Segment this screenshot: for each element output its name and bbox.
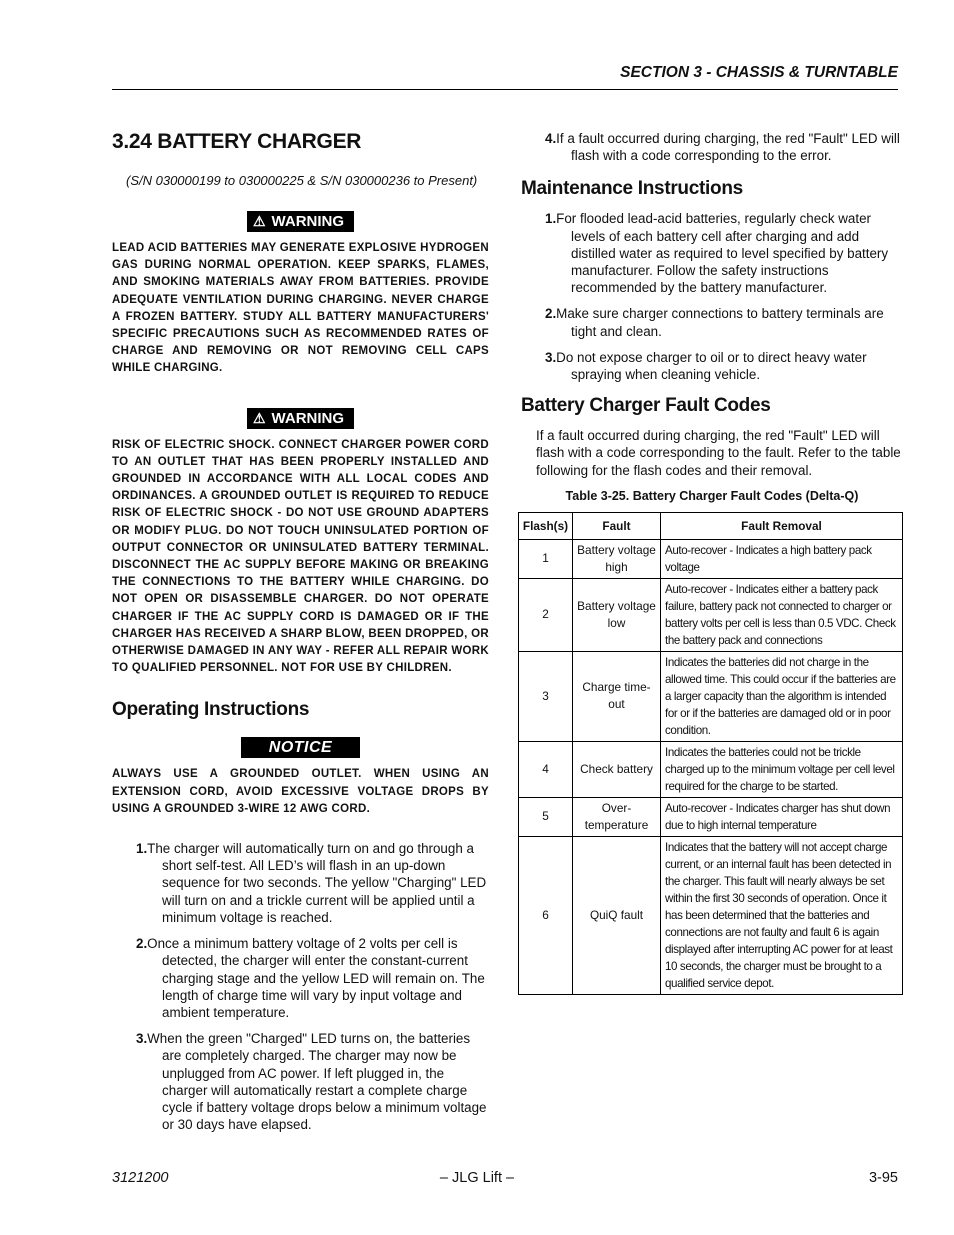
notice-badge-row bbox=[112, 737, 489, 758]
flash-count-cell: 3 bbox=[519, 651, 573, 741]
warning-badge bbox=[247, 408, 354, 429]
flash-count-cell: 6 bbox=[519, 836, 573, 994]
maintenance-heading: Maintenance Instructions bbox=[521, 178, 743, 200]
column-header: Fault Removal bbox=[661, 512, 903, 539]
warning-badge-row bbox=[112, 408, 489, 429]
table-row bbox=[519, 741, 903, 797]
warning-label: WARNING bbox=[271, 213, 345, 230]
table-row bbox=[519, 836, 903, 994]
flash-count-cell: 4 bbox=[519, 741, 573, 797]
footer-brand: – JLG Lift – bbox=[439, 1170, 515, 1186]
warning-hydrogen-text: LEAD ACID BATTERIES MAY GENERATE EXPLOSIVE HYDROGEN GAS DURING NORMAL OPERATION. KEEP SPARKS, FLAMES, AND SMOKING MATERIALS AWAY FROM BATTERIES. PROVIDE ADEQUATE VENTILATION DURING CHARGING. NEVER CHARGE A FROZEN BATTERY. STUDY ALL BATTERY MANUFACTURERS' SPECIFIC PRECAUTIONS SUCH AS RECOMMENDED RATES OF CHARGE AND REMOVING OR NOT REMOVING CELL CAPS WHILE CHARGING. bbox=[112, 242, 489, 375]
warning-triangle-icon: ⚠ bbox=[252, 213, 266, 229]
list-item: 1.For flooded lead-acid batteries, regularly check water levels of each battery cell after charging and add distilled water as required to level specified by battery manufacturer. Follow the safety instructions recommended by the battery manufacturer. bbox=[545, 211, 889, 296]
right-column bbox=[521, 130, 903, 995]
list-item: 2.Once a minimum battery voltage of 2 volts per cell is detected, the charger will enter the constant-current charging stage and the yellow LED will remain on. The length of charge time will vary by input voltage and ambient temperature. bbox=[136, 936, 485, 1020]
column-header: Flash(s) bbox=[519, 512, 573, 539]
fault-codes-heading: Battery Charger Fault Codes bbox=[521, 395, 771, 417]
list-item: 3.When the green "Charged" LED turns on, the batteries are completely charged. The charger may now be unplugged from AC power. If left plugged in, the charger will automatically restart a complete charge cycle if battery voltage drops below a minimum voltage or 30 days have elapsed. bbox=[136, 1031, 487, 1133]
doc-number: 3121200 bbox=[112, 1170, 169, 1186]
column-header: Fault bbox=[573, 512, 661, 539]
maintenance-steps bbox=[521, 210, 903, 383]
warning-badge-row bbox=[112, 211, 489, 232]
fault-removal-cell: Indicates the batteries could not be trickle charged up to the minimum voltage per cell level required for the charge to be started. bbox=[661, 741, 903, 797]
flash-count-cell: 2 bbox=[519, 578, 573, 651]
list-item: 2.Make sure charger connections to battery terminals are tight and clean. bbox=[545, 306, 884, 339]
fault-cell: Battery voltage high bbox=[573, 539, 661, 578]
table-header-row bbox=[519, 512, 903, 539]
fault-cell: Over-temperature bbox=[573, 797, 661, 836]
fault-removal-cell: Auto-recover - Indicates charger has shut down due to high internal temperature bbox=[661, 797, 903, 836]
table-row bbox=[519, 578, 903, 651]
fault-codes-intro: If a fault occurred during charging, the red "Fault" LED will flash with a code corresponding to the fault. Refer to the table following for the flash codes and their removal. bbox=[536, 428, 901, 478]
list-item: 4.If a fault occurred during charging, the red "Fault" LED will flash with a code corresponding to the error. bbox=[545, 131, 900, 164]
section-header: SECTION 3 - CHASSIS & TURNTABLE bbox=[112, 64, 898, 90]
list-item: 1.The charger will automatically turn on and go through a short self-test. All LED’s will flash in an up-down sequence for two seconds. The yellow "Charging" LED will turn on and a trickle current will be applied until a minimum voltage is reached. bbox=[136, 841, 487, 925]
serial-range: (S/N 030000199 to 030000225 & S/N 030000236 to Present) bbox=[126, 173, 478, 188]
table-row bbox=[519, 651, 903, 741]
flash-count-cell: 1 bbox=[519, 539, 573, 578]
page-number: 3-95 bbox=[868, 1170, 898, 1186]
table-row bbox=[519, 539, 903, 578]
fault-removal-cell: Indicates the batteries did not charge in the allowed time. This could occur if the batteries are a larger capacity than the algorithm is intended for or if the batteries are damaged old or in poor condition. bbox=[661, 651, 903, 741]
fault-removal-cell: Indicates that the battery will not accept charge current, or an internal fault has been detected in the charger. This fault will nearly always be set within the first 30 seconds of operation. Once it has been determined that the batteries and connections are not faulty and fault 6 is again displayed after interrupting AC power for at least 10 seconds, the charger must be brought to a qualified service depot. bbox=[661, 836, 903, 994]
flash-count-cell: 5 bbox=[519, 797, 573, 836]
warning-triangle-icon: ⚠ bbox=[252, 409, 266, 426]
operating-steps bbox=[112, 840, 489, 1133]
table-row bbox=[519, 797, 903, 836]
operating-steps-continued bbox=[521, 130, 903, 164]
notice-badge: NOTICE bbox=[241, 737, 360, 758]
fault-cell: Check battery bbox=[573, 741, 661, 797]
list-item: 3.Do not expose charger to oil or to direct heavy water spraying when cleaning vehicle. bbox=[545, 349, 867, 383]
fault-cell: Charge time-out bbox=[573, 651, 661, 741]
fault-codes-table bbox=[518, 512, 903, 995]
fault-removal-cell: Auto-recover - Indicates a high battery pack voltage bbox=[661, 539, 903, 578]
operating-instructions-heading: Operating Instructions bbox=[112, 699, 310, 721]
section-title: 3.24 BATTERY CHARGER bbox=[112, 130, 362, 153]
notice-text: ALWAYS USE A GROUNDED OUTLET. WHEN USING AN EXTENSION CORD, AVOID EXCESSIVE VOLTAGE DROPS BY USING A GROUNDED 3-WIRE 12 AWG CORD. bbox=[112, 768, 489, 815]
warning-badge bbox=[247, 211, 354, 232]
left-column bbox=[112, 130, 489, 1142]
table-caption: Table 3-25. Battery Charger Fault Codes (Delta-Q) bbox=[565, 488, 859, 503]
fault-cell: Battery voltage low bbox=[573, 578, 661, 651]
warning-shock-text: RISK OF ELECTRIC SHOCK. CONNECT CHARGER POWER CORD TO AN OUTLET THAT HAS BEEN PROPERLY INSTALLED AND GROUNDED IN ACCORDANCE WITH ALL LOCAL CODES AND ORDINANCES. A GROUNDED OUTLET IS REQUIRED TO REDUCE RISK OF ELECTRIC SHOCK - DO NOT USE GROUND ADAPTERS OR MODIFY PLUG. DO NOT TOUCH UNINSULATED PORTION OF OUTPUT CONNECTOR OR UNINSULATED BATTERY TERMINAL. DISCONNECT THE AC SUPPLY BEFORE MAKING OR BREAKING THE CONNECTIONS TO THE BATTERY WHILE CHARGING. DO NOT OPEN OR DISASSEMBLE CHARGER. DO NOT OPERATE CHARGER IF THE AC SUPPLY CORD IS DAMAGED OR IF THE CHARGER HAS RECEIVED A SHARP BLOW, BEEN DROPPED, OR OTHERWISE DAMAGED IN ANY WAY - REFER ALL REPAIR WORK TO QUALIFIED PERSONNEL. NOT FOR USE BY CHILDREN. bbox=[112, 438, 489, 675]
warning-label: WARNING bbox=[271, 409, 345, 427]
fault-cell: QuiQ fault bbox=[573, 836, 661, 994]
fault-removal-cell: Auto-recover - Indicates either a battery pack failure, battery pack not connected to charger or battery volts per cell is less than 0.5 VDC. Check the battery pack and connections bbox=[661, 578, 903, 651]
